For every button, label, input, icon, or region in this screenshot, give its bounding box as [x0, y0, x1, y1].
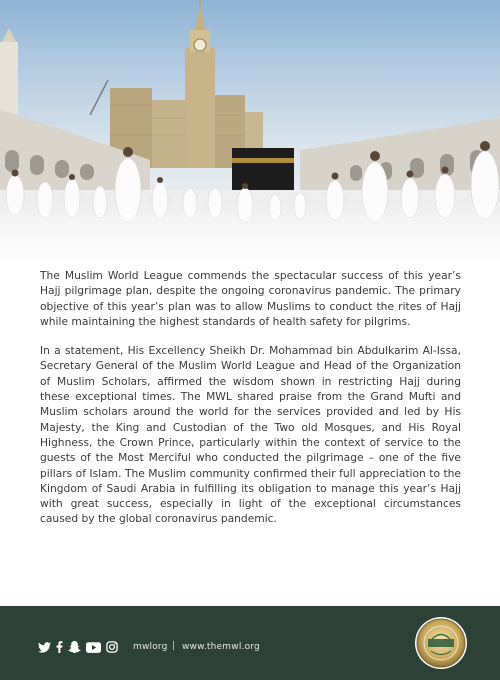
paragraph-intro: The Muslim World League commends the spectacular success of this year’s Hajj pilgrimage plan, despite the ongoing coronavirus pandemic. The primary objective of this year’s plan was to allow Muslims to conduct the rites of Hajj while maintaining the highest standards of health safety for pilgrims.: [40, 269, 461, 328]
hero-fade: [0, 200, 500, 262]
muslim-world-league-logo: [414, 616, 468, 670]
snapchat-icon[interactable]: [68, 641, 81, 653]
youtube-icon[interactable]: [86, 642, 101, 653]
facebook-icon[interactable]: [56, 641, 63, 653]
twitter-icon[interactable]: [38, 642, 51, 653]
footer-bar: [0, 606, 500, 680]
social-handle: mwlorg: [133, 642, 168, 652]
paragraph-statement: In a statement, His Excellency Sheikh Dr. Mohammad bin Abdulkarim Al-Issa, Secretary General of the Muslim World League and Head of the Organization of Muslim Scholars, affirmed the wisdom shown in restricting Hajj during these exceptional times. The MWL shared praise from the Grand Mufti and Muslim scholars around the world for the services provided and led by His Majesty, the King and Custodian of the Two old Mosques, and His Royal Highness, the Crown Prince, particularly within the context of service to the guests of the Most Merciful who conducted the pilgrimage – one of the five pillars of Islam. The Muslim community confirmed their full appreciation to the Kingdom of Saudi Arabia in fulfilling its obligation to manage this year’s Hajj with great success, especially in light of the exceptional circumstances caused by the global coronavirus pandemic.: [40, 344, 461, 526]
footer-separator: |: [172, 641, 176, 651]
website-link[interactable]: www.themwl.org: [182, 642, 260, 652]
social-icons: [38, 641, 118, 653]
article-body: [40, 268, 461, 541]
instagram-icon[interactable]: [106, 641, 118, 653]
hero-photo: [0, 0, 500, 262]
